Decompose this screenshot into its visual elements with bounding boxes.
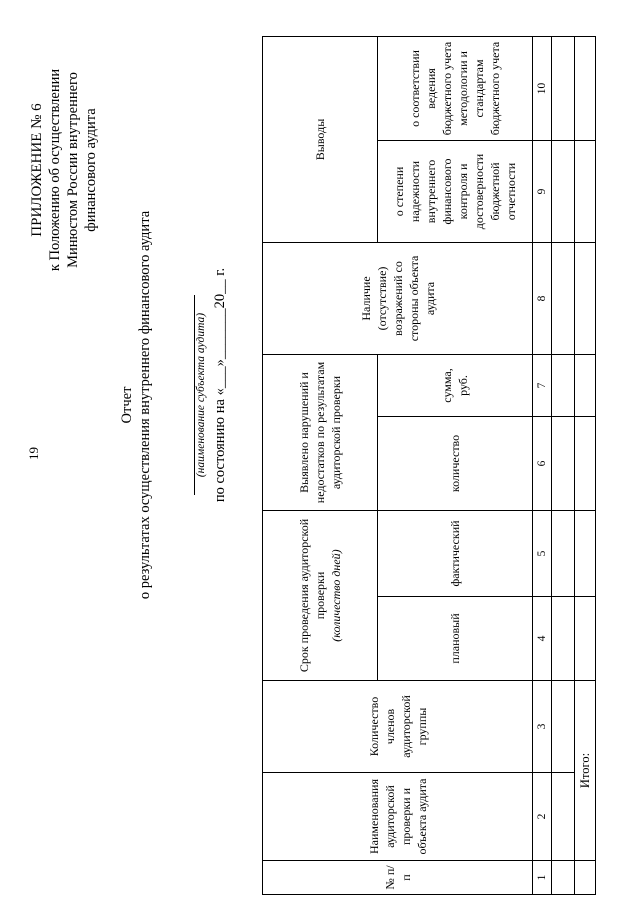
header-conclusions: Выводы bbox=[263, 36, 378, 242]
table-cell bbox=[575, 861, 596, 895]
table-cell bbox=[552, 354, 575, 416]
appendix-line: к Положению об осуществлении bbox=[47, 68, 63, 272]
table-cell bbox=[575, 597, 596, 681]
appendix-block bbox=[28, 10, 100, 330]
report-table bbox=[262, 36, 596, 895]
header-group-members: Количество членов аудиторской группы bbox=[263, 681, 533, 773]
table-cell bbox=[552, 242, 575, 354]
header-audit-name: Наименования аудиторской проверки и объекта аудита bbox=[263, 773, 533, 861]
table-cell bbox=[552, 140, 575, 242]
column-number: 4 bbox=[533, 597, 552, 681]
total-label: Итого: bbox=[575, 681, 596, 861]
column-number: 5 bbox=[533, 510, 552, 596]
header-conclusion-reliability: о степени надежности внутреннего финансового контроля и достоверности бюджетной отчетности bbox=[378, 140, 533, 242]
table-cell bbox=[575, 242, 596, 354]
header-objections: Наличие (отсутствие) возражений со стороны объекта аудита bbox=[263, 242, 533, 354]
table-row bbox=[552, 36, 575, 894]
table-cell bbox=[552, 416, 575, 510]
table-cell bbox=[575, 140, 596, 242]
table-cell bbox=[552, 681, 575, 773]
table-cell bbox=[552, 36, 575, 140]
header-actual: фактический bbox=[378, 510, 533, 596]
report-subtitle: о результатах осуществления внутреннего финансового аудита bbox=[137, 210, 153, 600]
column-number: 9 bbox=[533, 140, 552, 242]
appendix-line: финансового аудита bbox=[83, 108, 99, 232]
report-title: Отчет bbox=[119, 386, 135, 424]
column-number: 1 bbox=[533, 861, 552, 895]
header-term-label: Срок проведения аудиторской проверки bbox=[297, 518, 327, 673]
column-number: 8 bbox=[533, 242, 552, 354]
table-cell bbox=[552, 773, 575, 861]
table-cell bbox=[575, 36, 596, 140]
table-cell bbox=[552, 597, 575, 681]
header-violations: Выявлено нарушений и недостатков по результатам аудиторской проверки bbox=[263, 354, 378, 510]
appendix-title: ПРИЛОЖЕНИЕ № 6 bbox=[29, 103, 45, 237]
subject-caption: (наименование субъекта аудита) bbox=[195, 312, 207, 478]
column-number-row bbox=[533, 36, 552, 894]
table-cell bbox=[575, 354, 596, 416]
header-conclusion-compliance: о соответствии ведения бюджетного учета методологии и стандартам бюджетного учета bbox=[378, 36, 533, 140]
total-row bbox=[575, 36, 596, 894]
appendix-line: Минюстом России внутреннего bbox=[65, 72, 81, 268]
page-number: 19 bbox=[26, 447, 41, 460]
table-cell bbox=[575, 510, 596, 596]
column-number: 10 bbox=[533, 36, 552, 140]
table-cell bbox=[552, 861, 575, 895]
header-planned: плановый bbox=[378, 597, 533, 681]
column-number: 7 bbox=[533, 354, 552, 416]
table-cell bbox=[552, 510, 575, 596]
table-cell bbox=[575, 416, 596, 510]
column-number: 3 bbox=[533, 681, 552, 773]
header-count: количество bbox=[378, 416, 533, 510]
header-term bbox=[263, 510, 378, 680]
header-term-note: (количество дней) bbox=[329, 549, 343, 642]
column-number: 2 bbox=[533, 773, 552, 861]
as-of-date-line: по состоянию на «___»_______20__ г. bbox=[212, 267, 228, 503]
report-title-block bbox=[118, 145, 154, 665]
column-number: 6 bbox=[533, 416, 552, 510]
header-sum: сумма, руб. bbox=[378, 354, 533, 416]
header-number: № п/п bbox=[263, 861, 533, 895]
